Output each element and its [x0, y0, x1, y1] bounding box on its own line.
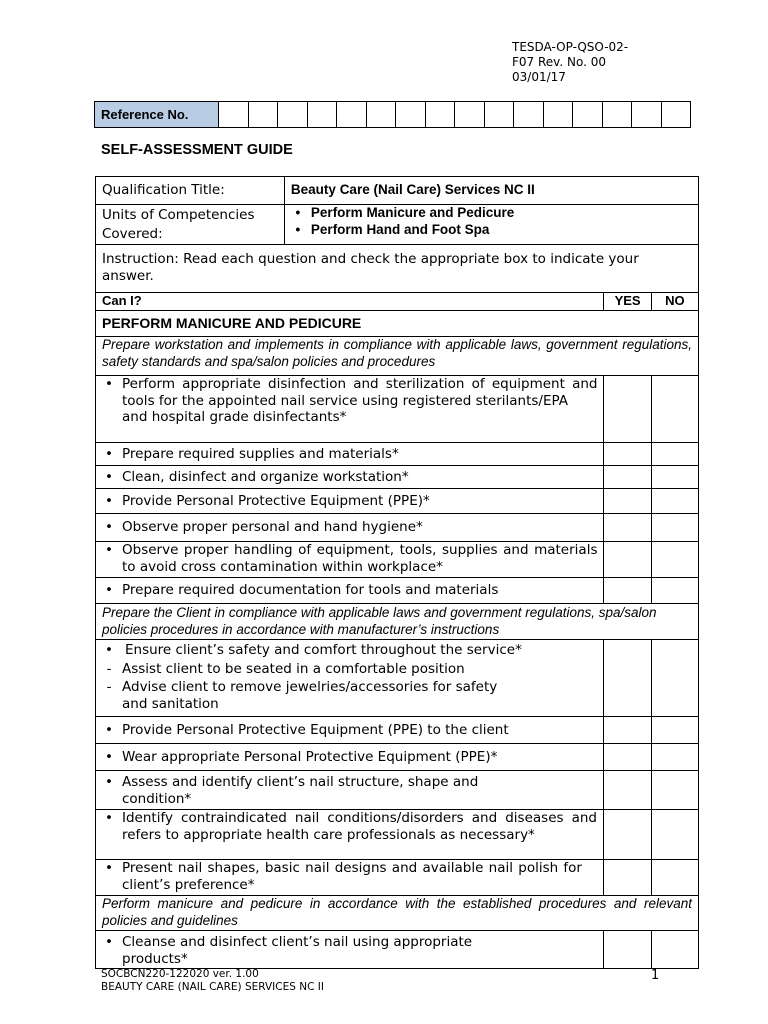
bullet-icon: •: [105, 810, 113, 826]
unit-item: [291, 222, 692, 239]
question-item: [102, 519, 597, 536]
question-item: [102, 774, 597, 807]
no-checkbox[interactable]: [651, 466, 698, 489]
yes-checkbox[interactable]: [604, 578, 651, 604]
unit-label: Perform Hand and Foot Spa: [310, 221, 490, 237]
bullet-icon: •: [295, 205, 301, 220]
no-checkbox[interactable]: [651, 542, 698, 578]
question-text: Present nail shapes, basic nail designs and available nail polish for client’s preference*: [122, 860, 582, 893]
yes-checkbox[interactable]: [604, 860, 651, 896]
yes-header: YES: [604, 293, 651, 311]
dash-icon: -: [106, 679, 112, 695]
bullet-icon: •: [105, 468, 113, 485]
bullet-icon: •: [105, 934, 113, 950]
units-row: [96, 205, 699, 245]
yes-checkbox[interactable]: [604, 443, 651, 466]
bullet-icon: •: [105, 445, 113, 462]
no-header: NO: [651, 293, 698, 311]
question-cell: [96, 466, 604, 489]
qualification-label: Qualification Title:: [96, 177, 285, 205]
bullet-icon: •: [105, 376, 113, 392]
question-text: Provide Personal Protective Equipment (PPE)*: [122, 492, 430, 509]
reference-number-box[interactable]: [307, 102, 337, 128]
subsection-row: [96, 337, 699, 376]
no-checkbox[interactable]: [651, 931, 698, 969]
yes-checkbox[interactable]: [604, 771, 651, 810]
qualification-value: Beauty Care (Nail Care) Services NC II: [284, 177, 698, 205]
question-row: [96, 640, 699, 717]
bullet-icon: •: [105, 492, 113, 509]
question-row: [96, 514, 699, 542]
page-number: 1: [651, 968, 660, 983]
reference-number-box[interactable]: [543, 102, 573, 128]
question-text: Observe proper handling of equipment, tools, supplies and materials to avoid cross contamination within workplace*: [122, 542, 598, 575]
question-row: [96, 810, 699, 860]
header-row: [96, 293, 699, 311]
question-text: Prepare required supplies and materials*: [122, 445, 399, 462]
no-checkbox[interactable]: [651, 744, 698, 771]
yes-checkbox[interactable]: [604, 640, 651, 717]
question-subtext: Advise client to remove jewelries/accessories for safety and sanitation: [122, 679, 498, 712]
question-item: [102, 860, 597, 893]
no-checkbox[interactable]: [651, 771, 698, 810]
subsection-title: Prepare the Client in compliance with applicable laws and government regulations, spa/salon policies procedures in accordance with manufacturer’s instructions: [96, 604, 699, 640]
yes-checkbox[interactable]: [604, 810, 651, 860]
can-i-header: Can I?: [96, 293, 604, 311]
unit-label: Perform Manicure and Pedicure: [310, 205, 515, 220]
units-list: [284, 205, 698, 245]
reference-number-box[interactable]: [278, 102, 308, 128]
question-row: [96, 443, 699, 466]
qualification-row: [96, 177, 699, 205]
yes-checkbox[interactable]: [604, 514, 651, 542]
no-checkbox[interactable]: [651, 376, 698, 443]
yes-checkbox[interactable]: [604, 931, 651, 969]
question-item: [102, 934, 597, 967]
instruction-row: [96, 245, 699, 293]
question-subtext: Assist client to be seated in a comfortable position: [122, 661, 465, 677]
question-row: [96, 578, 699, 604]
units-label-line: Covered:: [102, 226, 163, 242]
bullet-icon: •: [105, 642, 113, 658]
question-item: [102, 810, 597, 843]
question-cell: [96, 443, 604, 466]
question-text: Assess and identify client’s nail structure, shape and condition*: [122, 774, 479, 807]
reference-number-box[interactable]: [632, 102, 662, 128]
question-row: [96, 376, 699, 443]
subsection-row: [96, 896, 699, 931]
yes-checkbox[interactable]: [604, 489, 651, 514]
question-cell: [96, 542, 604, 578]
page-footer: [101, 968, 324, 993]
question-item: [102, 493, 597, 510]
question-row: [96, 931, 699, 969]
document-code-line: TESDA-OP-QSO-02-: [512, 40, 629, 54]
unit-item: [291, 205, 692, 222]
question-text: Ensure client’s safety and comfort throughout the service*: [125, 642, 522, 658]
question-row: [96, 466, 699, 489]
question-item: [102, 446, 597, 463]
footer-line: SOCBCN220-122020 ver. 1.00: [101, 968, 259, 980]
question-item: [102, 469, 597, 486]
no-checkbox[interactable]: [651, 489, 698, 514]
units-label-line: Units of Competencies: [102, 207, 255, 223]
reference-number-box[interactable]: [514, 102, 544, 128]
bullet-icon: •: [105, 774, 113, 790]
dash-icon: -: [106, 661, 112, 677]
footer-line: BEAUTY CARE (NAIL CARE) SERVICES NC II: [101, 980, 324, 993]
bullet-icon: •: [295, 221, 301, 237]
bullet-icon: •: [105, 519, 113, 536]
question-item: [102, 749, 597, 766]
question-cell: [96, 860, 604, 896]
yes-checkbox[interactable]: [604, 744, 651, 771]
no-checkbox[interactable]: [651, 443, 698, 466]
question-cell: [96, 810, 604, 860]
question-text: Cleanse and disinfect client’s nail using appropriate products*: [122, 934, 473, 967]
question-cell: [96, 931, 604, 969]
reference-number-box[interactable]: [573, 102, 603, 128]
units-label: [96, 205, 285, 245]
question-item: [102, 722, 597, 739]
bullet-icon: •: [105, 860, 113, 876]
question-cell: [96, 376, 604, 443]
self-assessment-table: [95, 176, 699, 969]
question-cell: [96, 489, 604, 514]
question-item: [102, 376, 597, 426]
reference-number-box[interactable]: [337, 102, 367, 128]
question-cell: [96, 717, 604, 744]
question-item: [102, 641, 597, 660]
question-item: [102, 542, 597, 575]
no-checkbox[interactable]: [651, 717, 698, 744]
subsection-title: Perform manicure and pedicure in accordance with the established procedures and relevant policies and guidelines: [96, 896, 699, 931]
question-row: [96, 489, 699, 514]
section-title: PERFORM MANICURE AND PEDICURE: [96, 311, 699, 337]
question-text: Prepare required documentation for tools and materials: [122, 582, 499, 599]
question-text: Identify contraindicated nail conditions/disorders and diseases and refers to appropriate health care professionals as necessary*: [122, 810, 597, 843]
question-subitem: [102, 660, 597, 679]
no-checkbox[interactable]: [651, 514, 698, 542]
question-text-continued: and hospital grade disinfectants*: [122, 409, 347, 425]
subsection-title: Prepare workstation and implements in compliance with applicable laws, government regulations, safety standards and spa/salon policies and procedures: [96, 337, 699, 376]
question-subitem: [102, 679, 597, 713]
bullet-icon: •: [105, 721, 113, 738]
no-checkbox[interactable]: [651, 810, 698, 860]
reference-number-box[interactable]: [425, 102, 455, 128]
reference-number-label: Reference No.: [95, 102, 219, 128]
question-text: Observe proper personal and hand hygiene*: [122, 519, 423, 536]
yes-checkbox[interactable]: [604, 542, 651, 578]
question-cell: [96, 744, 604, 771]
document-code: [512, 40, 662, 85]
question-row: [96, 744, 699, 771]
reference-number-box[interactable]: [248, 102, 278, 128]
no-checkbox[interactable]: [651, 860, 698, 896]
instruction-text: Instruction: Read each question and check the appropriate box to indicate your answer.: [96, 245, 699, 293]
question-text: Perform appropriate disinfection and sterilization of equipment and tools for the appointed nail service using registered sterilants/EPA: [122, 376, 598, 409]
section-row: [96, 311, 699, 337]
bullet-icon: •: [105, 542, 113, 558]
document-code-line: F07 Rev. No. 00: [512, 55, 606, 69]
yes-checkbox[interactable]: [604, 376, 651, 443]
question-item: [102, 582, 597, 599]
yes-checkbox[interactable]: [604, 466, 651, 489]
question-row: [96, 771, 699, 810]
document-code-line: 03/01/17: [512, 70, 566, 84]
reference-number-box[interactable]: [455, 102, 485, 128]
reference-number-box[interactable]: [484, 102, 514, 128]
reference-number-box[interactable]: [661, 102, 691, 128]
reference-number-box[interactable]: [602, 102, 632, 128]
question-row: [96, 542, 699, 578]
page-title: SELF-ASSESSMENT GUIDE: [101, 142, 293, 158]
reference-number-box[interactable]: [366, 102, 396, 128]
question-cell: [96, 514, 604, 542]
question-row: [96, 717, 699, 744]
question-cell: [96, 578, 604, 604]
yes-checkbox[interactable]: [604, 717, 651, 744]
question-row: [96, 860, 699, 896]
reference-number-box[interactable]: [396, 102, 426, 128]
question-text: Clean, disinfect and organize workstation*: [122, 468, 409, 485]
subsection-row: [96, 604, 699, 640]
no-checkbox[interactable]: [651, 640, 698, 717]
question-cell: [96, 640, 604, 717]
reference-number-table: [94, 101, 691, 128]
no-checkbox[interactable]: [651, 578, 698, 604]
question-cell: [96, 771, 604, 810]
bullet-icon: •: [105, 748, 113, 765]
question-text: Wear appropriate Personal Protective Equipment (PPE)*: [122, 748, 498, 765]
reference-number-box[interactable]: [219, 102, 249, 128]
question-text: Provide Personal Protective Equipment (PPE) to the client: [122, 721, 509, 738]
bullet-icon: •: [105, 582, 113, 599]
